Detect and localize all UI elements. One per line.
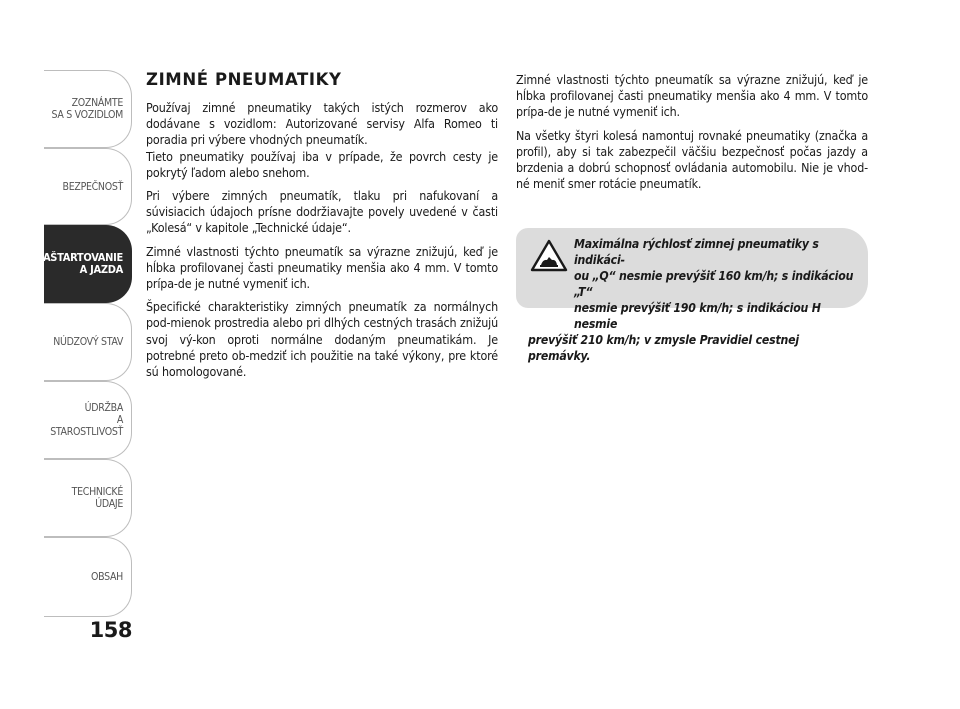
right-column (516, 72, 868, 199)
sidebar-item-label: OBSAH (91, 571, 123, 583)
warning-line: ou „Q“ nesmie prevýšiť 160 km/h; s indikáciou „T“ (574, 269, 854, 299)
sidebar-item-bezpecnost[interactable] (44, 148, 132, 225)
sidebar-item-label: ZOZNÁMTE SA S VOZIDLOM (51, 97, 123, 121)
paragraph: Používaj zimné pneumatiky takých istých rozmerov ako dodávane s vozidlom: Autorizované servisy Alfa Romeo ti poradia pri výbere vhodných pneumatík. (146, 100, 498, 148)
warning-text (528, 236, 860, 364)
section-title: ZIMNÉ PNEUMATIKY (146, 70, 342, 89)
sidebar-item-label: ÚDRŽBA A STAROSTLIVOSŤ (50, 402, 123, 438)
warning-box (516, 228, 868, 363)
paragraph: Zimné vlastnosti týchto pneumatík sa výrazne znižujú, keď je hĺbka profilovanej časti pneumatiky menšia ako 4 mm. V tomto prípa-de je nutné vymeniť ich. (146, 243, 498, 292)
left-column (146, 100, 498, 387)
sidebar-item-nudzovy-stav[interactable] (44, 303, 132, 381)
sidebar-item-label: NÚDZOVÝ STAV (53, 336, 123, 348)
paragraph: Na všetky štyri kolesá namontuj rovnaké pneumatiky (značka a profil), aby si tak zabezpečil väčšiu bezpečnosť počas jazdy a brzdenia a dobrú schopnosť ovládania automobilu. Nie je vhod-né meniť smer rotácie pneumatík. (516, 127, 868, 192)
sidebar-item-udrzba[interactable] (44, 381, 132, 459)
sidebar-item-nastartovanie[interactable] (34, 225, 132, 303)
sidebar-item-label: NAŠTARTOVANIE A JAZDA (34, 251, 123, 276)
warning-line: Maximálna rýchlosť zimnej pneumatiky s indikáci- (574, 237, 819, 267)
warning-line: nesmie prevýšiť 190 km/h; s indikáciou H nesmie (574, 301, 821, 331)
paragraph: Zimné vlastnosti týchto pneumatík sa výrazne znižujú, keď je hĺbka profilovanej časti pneumatiky menšia ako 4 mm. V tomto prípa-de je nutné vymeniť ich. (516, 72, 868, 120)
warning-line: prevýšiť 210 km/h; v zmysle Pravidiel cestnej premávky. (528, 333, 799, 363)
sidebar-item-label: TECHNICKÉ ÚDAJE (71, 486, 123, 510)
page-number: 158 (89, 618, 132, 642)
paragraph: Tieto pneumatiky používaj iba v prípade, že povrch cesty je pokrytý ľadom alebo snehom. (146, 148, 498, 180)
sidebar-item-zoznamte[interactable] (44, 70, 132, 148)
paragraph: Pri výbere zimných pneumatík, tlaku pri nafukovaní a súvisiacich údajoch prísne dodržiavajte povely uvedené v časti „Kolesá“ v kapitole „Technické údaje“. (146, 188, 498, 236)
paragraph: Špecifické charakteristiky zimných pneumatík za normálnych pod-mienok prostredia alebo pri dlhých cestných trasách znižujú svoj vý-kon oproti normálne dodaným pneumatikám. Je potrebné preto ob-medziť ich použitie na také výkony, pre ktoré sú homologované. (146, 299, 498, 380)
sidebar-item-label: BEZPEČNOSŤ (62, 180, 123, 193)
sidebar-item-technicke-udaje[interactable] (44, 459, 132, 537)
sidebar-item-obsah[interactable] (44, 537, 132, 617)
